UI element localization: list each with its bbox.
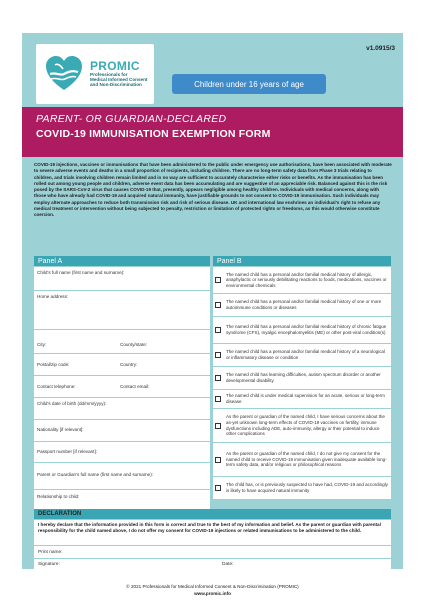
passport-label: Passport number [if relevant]:: [37, 449, 98, 454]
panel-b-heading: Panel B: [213, 256, 391, 266]
checkbox[interactable]: [215, 485, 221, 491]
parent-name-field[interactable]: [34, 463, 210, 489]
condition-text: The named child has a personal and/or familial medical history of chronic fatigue syndrome (CFS), myalgic encephalomyelitis (ME) or other post-viral condition(s): [226, 324, 387, 335]
city-label: City:: [37, 342, 47, 347]
checkbox[interactable]: [215, 375, 221, 381]
condition-text: As the parent or guardian of the named child, I have serious concerns about the as-yet unknown long-term effects of COVID-19 vaccines on fertility, immune dysfunctions including ADE, auto-immunity, allergy or their potential to induce other complications: [226, 414, 385, 437]
postal-code-label: Postal/zip code:: [37, 362, 70, 367]
county-state-label: County/state:: [120, 342, 148, 347]
logo-tagline-2: Medical Informed Consent: [90, 76, 148, 82]
footer-link[interactable]: www.promic.info: [194, 590, 231, 596]
condition-item: [213, 367, 391, 389]
home-address-field[interactable]: [34, 291, 210, 329]
condition-item: [213, 390, 391, 408]
condition-text: The named child has a personal and/or familial medical history of one or more autoimmune conditions or diseases: [226, 299, 382, 310]
condition-text: The named child has a personal and/or familial medical history of a neurological or inflammatory disease or condition: [226, 349, 385, 360]
form-title: COVID-19 IMMUNISATION EXEMPTION FORM: [36, 128, 271, 140]
postal-country-field[interactable]: [34, 354, 210, 375]
condition-text: The child has, or is previously suspected to have had, COVID-19 and accordingly is likely to have acquired natural immunity: [226, 482, 388, 493]
checkbox[interactable]: [215, 352, 221, 358]
checkbox[interactable]: [215, 277, 221, 283]
logo-name: PROMIC: [90, 59, 140, 74]
logo-tagline-3: and Non-Discrimination: [90, 81, 142, 87]
checkbox[interactable]: [215, 423, 221, 429]
form-subtitle: PARENT- OR GUARDIAN-DECLARED: [36, 113, 227, 125]
contact-field[interactable]: [34, 376, 210, 397]
age-notice: Children under 16 years of age: [172, 74, 326, 94]
logo-tagline-1: Professionals for: [90, 72, 128, 78]
heart-hands-icon: [42, 52, 86, 96]
signature-label: Signature:: [38, 562, 60, 567]
contact-telephone-label: Contact telephone:: [37, 384, 76, 389]
country-label: Country:: [120, 362, 138, 367]
title-banner: [22, 107, 403, 157]
nationality-label: Nationality [if relevant]:: [37, 427, 84, 432]
city-state-field[interactable]: [34, 330, 210, 353]
panel-b: [213, 256, 391, 500]
passport-field[interactable]: [34, 442, 210, 462]
date-label: Date:: [222, 562, 234, 567]
condition-item: [213, 267, 391, 293]
contact-email-label: Contact email:: [120, 384, 150, 389]
condition-item: [213, 317, 391, 343]
declaration-heading: DECLARATION: [34, 509, 391, 519]
footer-copyright: © 2021 Professionals for Medical Informed Consent & Non-Discrimination (PROMIC): [126, 584, 299, 589]
relationship-label: Relationship to child:: [37, 494, 80, 499]
condition-text: The named child has learning difficulties, autism spectrum disorder or another developmental disability: [226, 372, 381, 383]
checkbox[interactable]: [215, 457, 221, 463]
panel-a: [34, 256, 210, 518]
footer: [22, 584, 403, 597]
condition-item: [213, 443, 391, 476]
condition-text: The named child is under medical supervision for an acute, serious or long-term disease: [226, 393, 385, 404]
condition-item: [213, 409, 391, 442]
print-name-label: Print name:: [38, 549, 63, 555]
signature-field[interactable]: [34, 559, 391, 570]
checkbox[interactable]: [215, 302, 221, 308]
condition-item: [213, 477, 391, 499]
home-address-label: Home address:: [37, 294, 69, 299]
condition-text: As the parent or guardian of the named child, I do not give my consent for the named child to receive COVID-19 immunisation given inadequate available long-term safety data, and/or religious or philosophical reasons: [226, 451, 387, 468]
condition-item: [213, 294, 391, 316]
declaration-text: I hereby declare that the information provided in this form is correct and true to the best of my information and belief. As the parent or guardian with parental responsibility for the child named above, I do not offer my consent for COVID-19 injections or related immunisations to be administered to the child.: [34, 520, 391, 545]
print-name-field[interactable]: [34, 546, 391, 558]
version-label: v1.0915/3: [366, 45, 395, 52]
checkbox[interactable]: [215, 327, 221, 333]
form-page: [22, 33, 403, 596]
child-name-label: Child's full name (first name and surname):: [37, 270, 125, 275]
checkbox[interactable]: [215, 396, 221, 402]
condition-item: [213, 344, 391, 366]
intro-paragraph: COVID-19 injections, vaccines or immunisations that have been administered to the public under emergency use authorisations, have been associated with moderate to severe adverse events and deaths in a small proportion of recipients, including children. There are no long-term safety data from Phase 3 trials relating to children, and trials involving children remain limited and in no way are sufficient to accurately characterise either risks or benefits. As the immunisation has been rolled out among young people and children, adverse event data has been accumulating and are suggestive of an appreciable risk. Balanced against this is the risk posed by the SARS-CoV-2 virus that causes COVID-19 that, presently, appears negligible among healthy children. Individuals with medical concerns, along with those who have already had COVID-19 and acquired natural immunity, have justifiable grounds to not consent to COVID-19 immunisation. Such individuals may employ alternate approaches to reduce both transmission risk and risk of serious disease. UK and international law enshrines an individual's right to refuse any medical treatment or intervention without being subjected to penalty, restriction or limitation of protected rights or freedoms, as this would otherwise constitute coercion.: [34, 162, 392, 218]
promic-logo: [36, 44, 154, 104]
parent-name-label: Parent or Guardian's full name (first name and surname):: [37, 472, 154, 477]
condition-text: The named child has a personal and/or familial medical history of allergic, anaphylactic or seriously debilitating reactions to foods, medications, vaccines or environmental chemicals: [226, 271, 387, 288]
dob-field[interactable]: [34, 398, 210, 419]
panel-a-heading: Panel A: [34, 256, 210, 266]
child-name-field[interactable]: [34, 267, 210, 290]
nationality-field[interactable]: [34, 420, 210, 441]
dob-label: Child's date of birth (dd/mm/yyyy):: [37, 401, 107, 406]
